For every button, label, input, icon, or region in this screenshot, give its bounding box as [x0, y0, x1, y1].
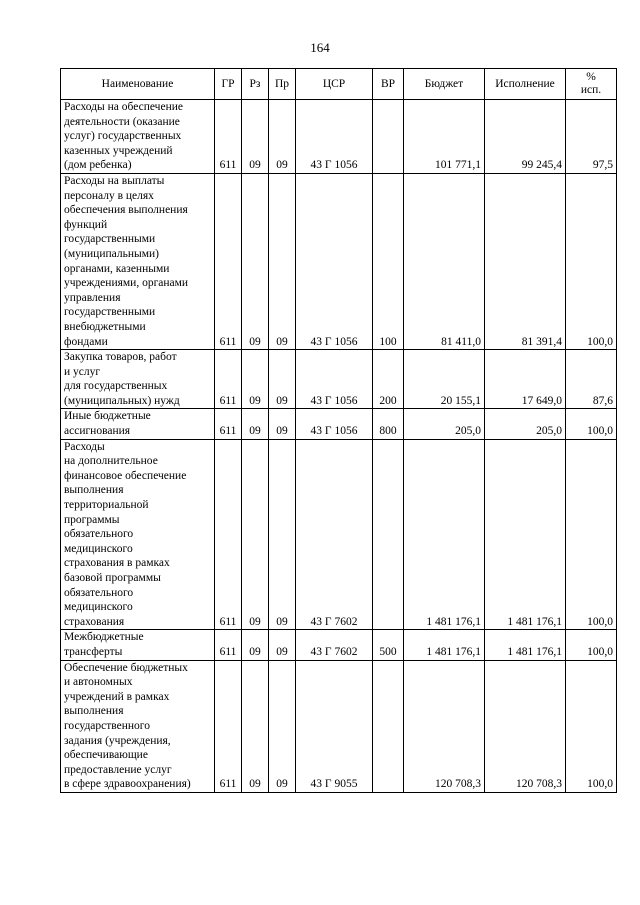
table-row: [61, 630, 617, 660]
row-execution: 120 708,3: [485, 660, 566, 792]
row-rz: 09: [242, 630, 269, 660]
row-vr: [373, 439, 404, 630]
row-name: Закупка товаров, работ и услуг для государственных (муниципальных) нужд: [61, 350, 215, 409]
table-row: [61, 409, 617, 439]
row-rz: 09: [242, 350, 269, 409]
row-pr: 09: [269, 439, 296, 630]
row-pr: 09: [269, 173, 296, 349]
row-name: Расходы на дополнительное финансовое обеспечение выполнения территориальной программы обязательного медицинского страхования в рамках базовой программы обязательного медицинского страхования: [61, 439, 215, 630]
table-row: [61, 173, 617, 349]
row-execution: 205,0: [485, 409, 566, 439]
row-name: Расходы на обеспечение деятельности (оказание услуг) государственных казенных учреждений (дом ребенка): [61, 100, 215, 174]
row-pr: 09: [269, 630, 296, 660]
row-rz: 09: [242, 100, 269, 174]
row-gr: 611: [215, 100, 242, 174]
row-pr: 09: [269, 409, 296, 439]
row-percent: 100,0: [566, 439, 617, 630]
row-gr: 611: [215, 350, 242, 409]
row-budget: 1 481 176,1: [404, 630, 485, 660]
row-pr: 09: [269, 660, 296, 792]
row-budget: 205,0: [404, 409, 485, 439]
row-rz: 09: [242, 439, 269, 630]
table-row: [61, 660, 617, 792]
col-header-vr: ВР: [373, 69, 404, 100]
page-number: 164: [310, 40, 330, 55]
row-percent: 97,5: [566, 100, 617, 174]
row-csr: 43 Г 1056: [296, 350, 373, 409]
row-gr: 611: [215, 409, 242, 439]
row-execution: 1 481 176,1: [485, 630, 566, 660]
row-percent: 100,0: [566, 630, 617, 660]
row-budget: 81 411,0: [404, 173, 485, 349]
row-name: Обеспечение бюджетных и автономных учреждений в рамках выполнения государственного задания (учреждения, обеспечивающие предоставление услуг в сфере здравоохранения): [61, 660, 215, 792]
row-name: Расходы на выплаты персоналу в целях обеспечения выполнения функций государственными (муниципальными) органами, казенными учреждениями, органами управления государственными внебюджетными фондами: [61, 173, 215, 349]
row-execution: 99 245,4: [485, 100, 566, 174]
row-budget: 1 481 176,1: [404, 439, 485, 630]
row-csr: 43 Г 1056: [296, 173, 373, 349]
row-csr: 43 Г 7602: [296, 439, 373, 630]
row-execution: 1 481 176,1: [485, 439, 566, 630]
col-header-csr: ЦСР: [296, 69, 373, 100]
col-header-rz: Рз: [242, 69, 269, 100]
row-gr: 611: [215, 630, 242, 660]
row-execution: 17 649,0: [485, 350, 566, 409]
row-vr: 500: [373, 630, 404, 660]
row-rz: 09: [242, 173, 269, 349]
row-gr: 611: [215, 173, 242, 349]
row-gr: 611: [215, 660, 242, 792]
table-row: [61, 100, 617, 174]
row-vr: [373, 100, 404, 174]
col-header-name: Наименование: [61, 69, 215, 100]
row-csr: 43 Г 7602: [296, 630, 373, 660]
col-header-budget: Бюджет: [404, 69, 485, 100]
row-percent: 100,0: [566, 173, 617, 349]
table-row: [61, 350, 617, 409]
row-budget: 20 155,1: [404, 350, 485, 409]
table-row: [61, 439, 617, 630]
row-budget: 101 771,1: [404, 100, 485, 174]
col-header-execution: Исполнение: [485, 69, 566, 100]
row-vr: 800: [373, 409, 404, 439]
row-csr: 43 Г 1056: [296, 409, 373, 439]
budget-table: [60, 68, 617, 793]
row-percent: 100,0: [566, 409, 617, 439]
row-pr: 09: [269, 100, 296, 174]
table-header-row: [61, 69, 617, 100]
row-execution: 81 391,4: [485, 173, 566, 349]
col-header-percent: % исп.: [566, 69, 617, 100]
row-vr: 100: [373, 173, 404, 349]
row-csr: 43 Г 9055: [296, 660, 373, 792]
row-vr: [373, 660, 404, 792]
row-percent: 87,6: [566, 350, 617, 409]
row-rz: 09: [242, 660, 269, 792]
row-name: Иные бюджетные ассигнования: [61, 409, 215, 439]
col-header-pr: Пр: [269, 69, 296, 100]
row-budget: 120 708,3: [404, 660, 485, 792]
row-name: Межбюджетные трансферты: [61, 630, 215, 660]
row-gr: 611: [215, 439, 242, 630]
row-csr: 43 Г 1056: [296, 100, 373, 174]
row-vr: 200: [373, 350, 404, 409]
row-rz: 09: [242, 409, 269, 439]
row-pr: 09: [269, 350, 296, 409]
col-header-gr: ГР: [215, 69, 242, 100]
row-percent: 100,0: [566, 660, 617, 792]
